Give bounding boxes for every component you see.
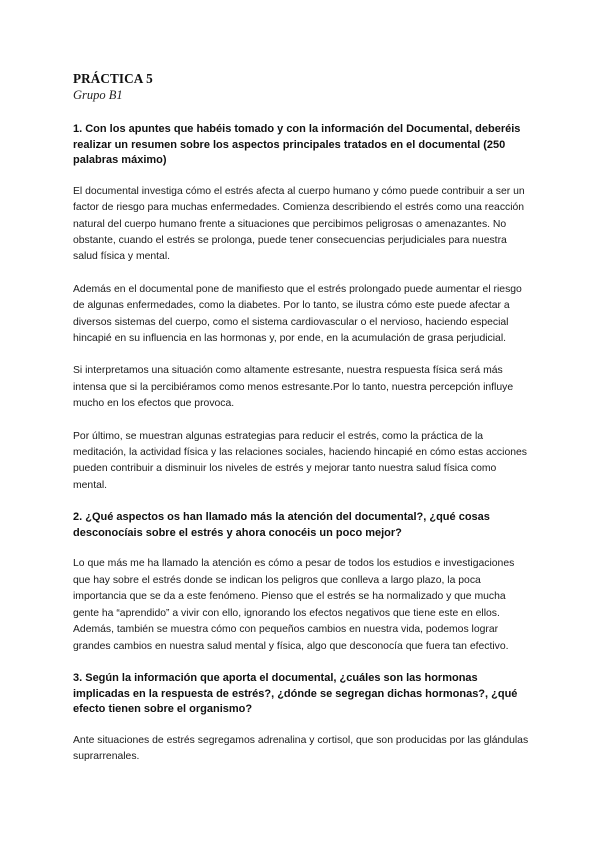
answer-1-paragraph-3: Si interpretamos una situación como altamente estresante, nuestra respuesta física será más intensa que si la percibiéramos como menos estresante.Por lo tanto, nuestra percepción influye mucho en los efectos que provoca.	[73, 365, 514, 410]
question-1-heading: 1. Con los apuntes que habéis tomado y con la información del Documental, deberéis realizar un resumen sobre los aspectos principales tratados en el documental (250 palabras máximo)	[73, 123, 521, 167]
question-2-heading: 2. ¿Qué aspectos os han llamado más la atención del documental?, ¿qué cosas desconocíais sobre el estrés y ahora conocéis un poco mejor?	[73, 511, 490, 539]
answer-2-paragraph-1: Lo que más me ha llamado la atención es cómo a pesar de todos los estudios e investigaciones que hay sobre el estrés donde se indican los peligros que conlleva a largo plazo, la poca importancia que se da a este fenómeno. Pienso que el estrés se ha normalizado y que mucha gente ha “aprendido” a vivir con ello, ignorando los efectos negativos que tiene este en ellos.	[73, 558, 515, 619]
section-question-2	[73, 510, 529, 655]
page-title: PRÁCTICA 5	[73, 71, 153, 86]
answer-1-paragraph-2: Además en el documental pone de manifiesto que el estrés prolongado puede aumentar el riesgo de algunas enfermedades, como la diabetes. Por lo tanto, se ilustra cómo este puede afectar a diversos sistemas del cuerpo, como el sistema cardiovascular o el nervioso, haciendo especial hincapié en su influencia en las hormonas y, por ende, en la acumulación de grasa perjudicial.	[73, 283, 522, 345]
section-question-1	[73, 122, 529, 494]
answer-1-paragraph-1: El documental investiga cómo el estrés afecta al cuerpo humano y cómo puede contribuir a ser un factor de riesgo para muchas enfermedades. Comienza describiendo el estrés como una reacción natural del cuerpo humano frente a situaciones que percibimos peligrosas o amenazantes. No obstante, cuando el estrés se prolonga, puede tener consecuencias perjudiciales para nuestra salud física y mental.	[73, 185, 525, 263]
answer-2-paragraph-2: Además, también se muestra cómo con pequeños cambios en nuestra vida, podemos lograr grandes cambios en nuestra salud mental y física, algo que desconocía que fuera tan efectivo.	[73, 624, 509, 652]
group-subtitle: Grupo B1	[73, 88, 123, 102]
document-body	[73, 70, 529, 782]
answer-3-paragraph-1: Ante situaciones de estrés segregamos adrenalina y cortisol, que son producidas por las glándulas suprarrenales.	[73, 734, 529, 763]
section-question-3	[73, 671, 529, 766]
question-3-heading: 3. Según la información que aporta el documental, ¿cuáles son las hormonas implicadas en la respuesta de estrés?, ¿dónde se segregan dichas hormonas?, ¿qué efecto tienen sobre el organismo?	[73, 671, 518, 716]
answer-1-paragraph-4: Por último, se muestran algunas estrategias para reducir el estrés, como la práctica de la meditación, la actividad física y las relaciones sociales, haciendo hincapié en cómo estas acciones pueden contribuir a disminuir los niveles de estrés y mejorar tanto nuestra salud física como mental.	[73, 430, 527, 491]
